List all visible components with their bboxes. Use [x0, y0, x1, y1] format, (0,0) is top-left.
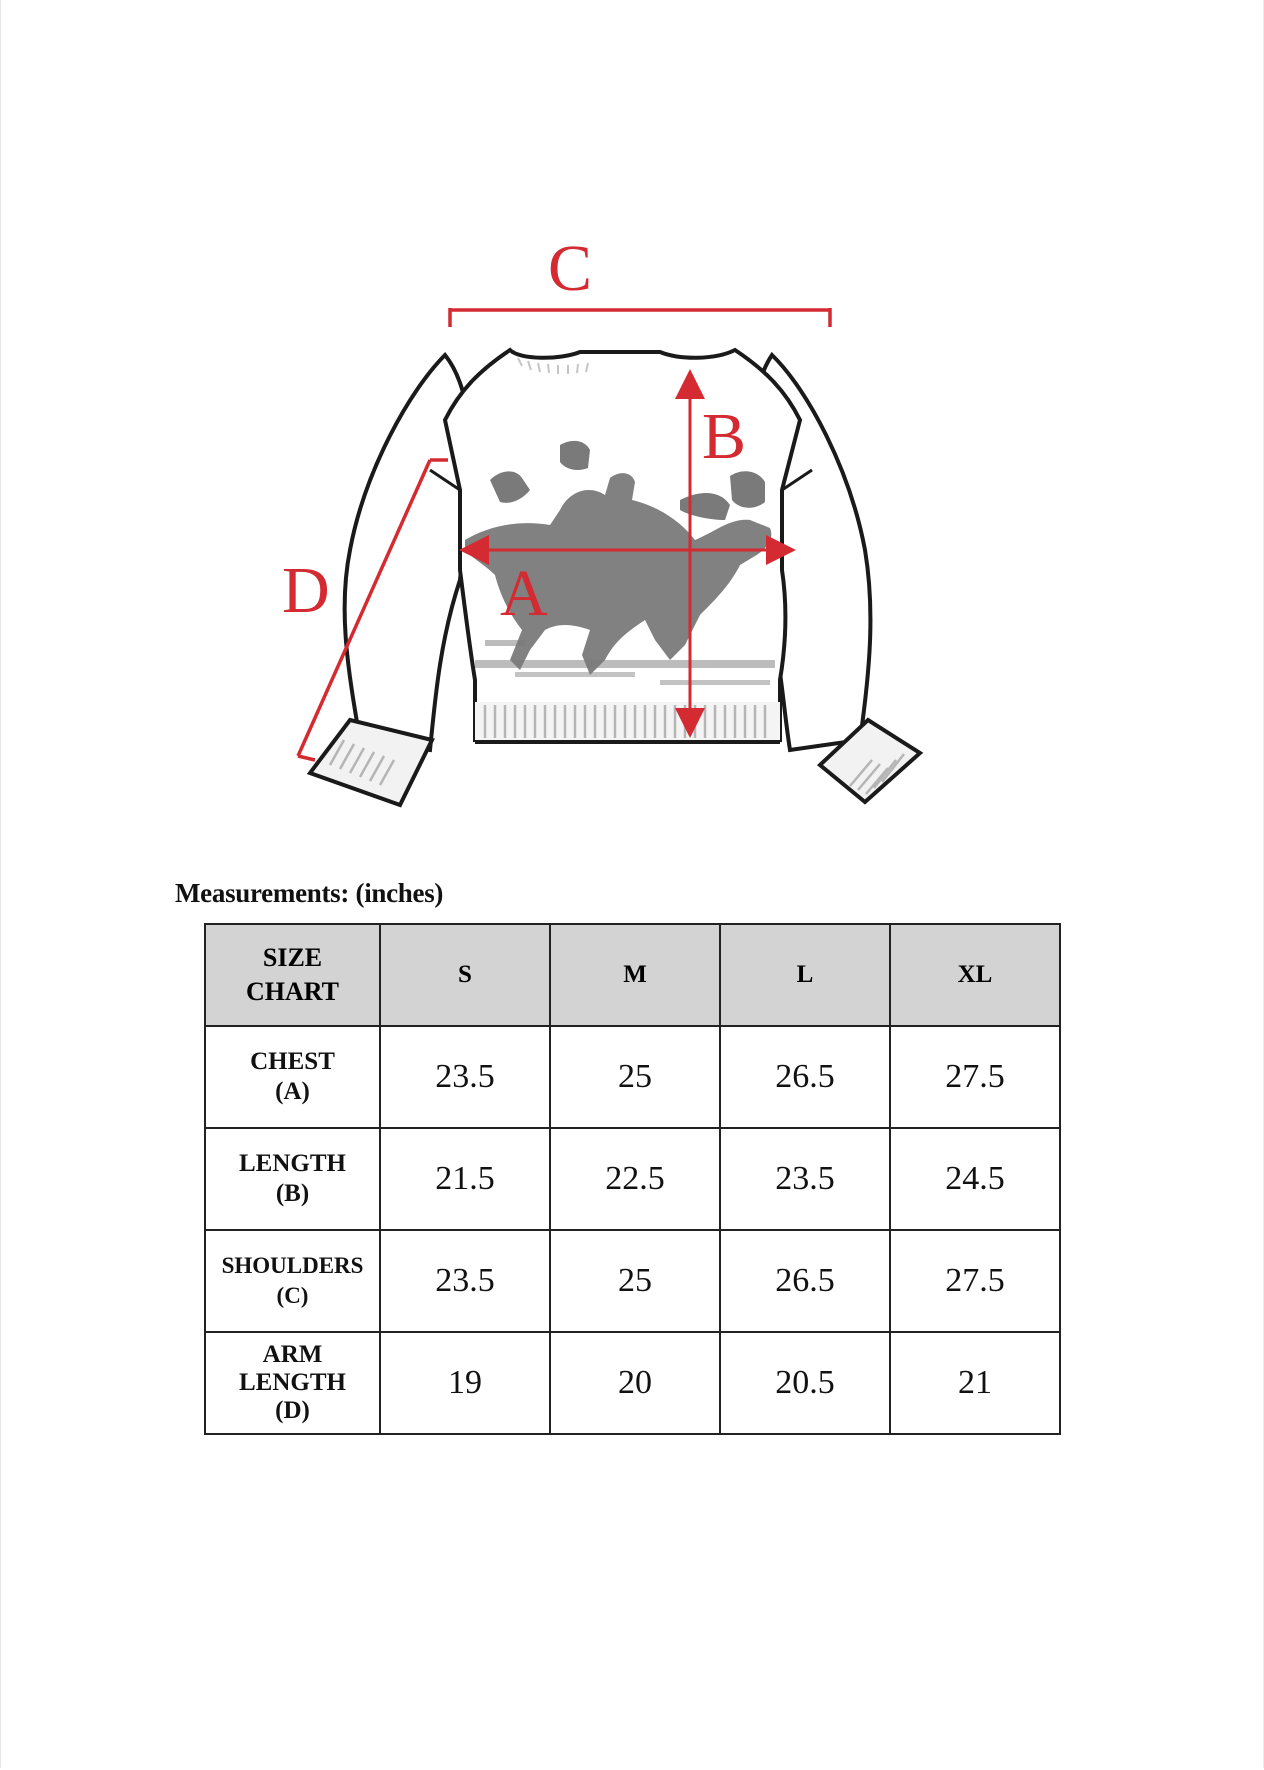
size-chart-table	[204, 923, 1061, 1435]
measurements-caption: Measurements: (inches)	[175, 878, 444, 908]
corner-line-1: SIZE	[262, 943, 323, 972]
label-b: B	[702, 400, 747, 473]
size-header-l: L	[720, 924, 890, 1026]
row-label-line: SHOULDERS	[221, 1253, 364, 1278]
cell-value: 20	[550, 1332, 720, 1434]
row-label-length	[205, 1128, 380, 1230]
row-label-line: LENGTH	[239, 1150, 346, 1177]
cell-value: 24.5	[890, 1128, 1060, 1230]
size-header-m: M	[550, 924, 720, 1026]
row-label-chest	[205, 1026, 380, 1128]
table-row	[205, 1230, 1060, 1332]
cell-value: 25	[550, 1230, 720, 1332]
label-a: A	[500, 557, 548, 630]
row-label-line: CHEST	[250, 1048, 335, 1075]
row-label-line: (B)	[275, 1180, 310, 1207]
cell-value: 21	[890, 1332, 1060, 1434]
cell-value: 26.5	[720, 1026, 890, 1128]
row-label-arm-length	[205, 1332, 380, 1434]
row-label-line: ARM	[262, 1341, 323, 1368]
cell-value: 22.5	[550, 1128, 720, 1230]
table-row	[205, 1332, 1060, 1434]
shoulder-dimension-c	[450, 308, 830, 327]
size-header-s: S	[380, 924, 550, 1026]
cell-value: 26.5	[720, 1230, 890, 1332]
cell-value: 25	[550, 1026, 720, 1128]
cell-value: 19	[380, 1332, 550, 1434]
size-header-row	[205, 924, 1060, 1026]
table-row	[205, 1128, 1060, 1230]
label-c: C	[548, 232, 593, 305]
row-label-line: (A)	[275, 1078, 310, 1105]
corner-line-2: CHART	[246, 977, 339, 1006]
sweater-measurement-diagram	[260, 220, 1020, 820]
table-row	[205, 1026, 1060, 1128]
size-chart-corner-cell	[205, 924, 380, 1026]
cell-value: 23.5	[380, 1230, 550, 1332]
label-d: D	[282, 554, 330, 627]
cell-value: 21.5	[380, 1128, 550, 1230]
row-label-line: (C)	[276, 1283, 309, 1308]
row-label-shoulders	[205, 1230, 380, 1332]
cell-value: 27.5	[890, 1230, 1060, 1332]
row-label-line: (D)	[275, 1397, 310, 1424]
cell-value: 23.5	[380, 1026, 550, 1128]
cell-value: 27.5	[890, 1026, 1060, 1128]
size-header-xl: XL	[890, 924, 1060, 1026]
cell-value: 20.5	[720, 1332, 890, 1434]
cell-value: 23.5	[720, 1128, 890, 1230]
row-label-line: LENGTH	[239, 1369, 346, 1396]
